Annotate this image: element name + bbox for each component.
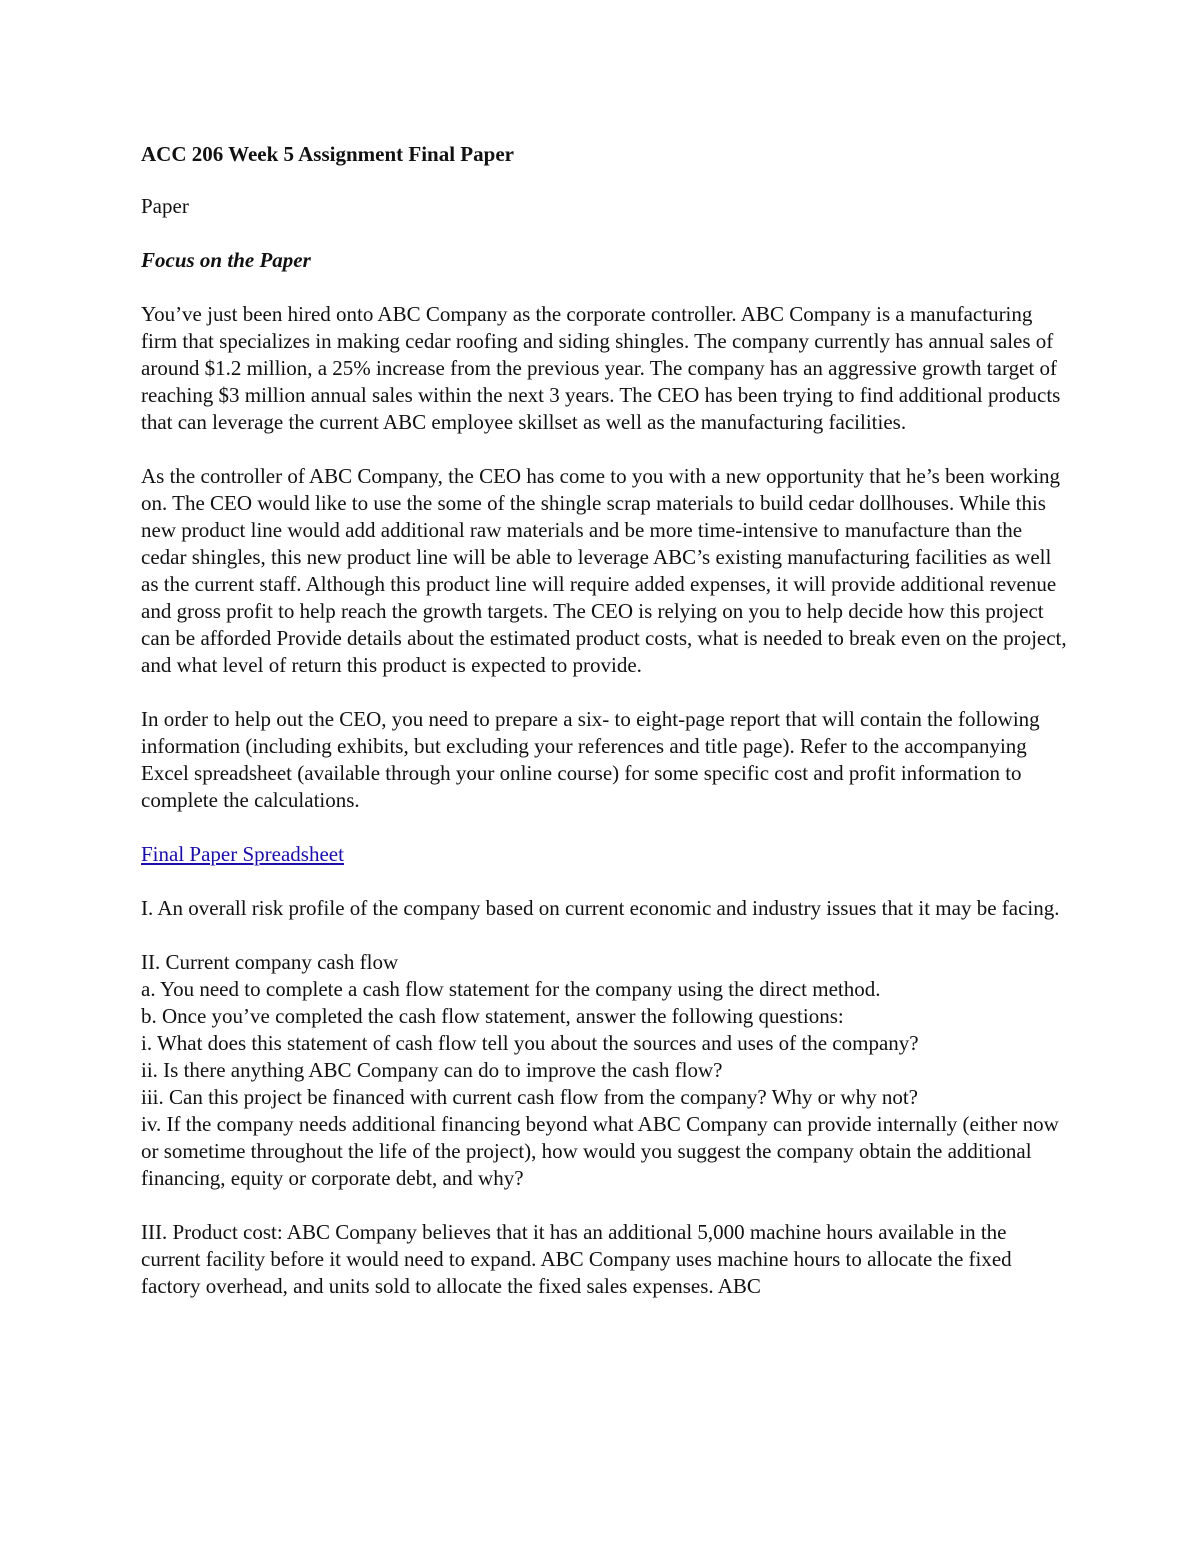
instructions-paragraph: In order to help out the CEO, you need to prepare a six- to eight-page report that will contain the following information (including exhibits, but excluding your references and title page). Refer to the accompanying Excel spreadsheet (available through your online course) for some specific cost and profit information to complete the calculations.	[141, 707, 1040, 812]
section-2-question-i: i. What does this statement of cash flow tell you about the sources and uses of the company?	[141, 1031, 919, 1055]
final-paper-spreadsheet-link[interactable]: Final Paper Spreadsheet	[141, 842, 344, 866]
document-label: Paper	[141, 194, 189, 218]
section-2-heading: II. Current company cash flow	[141, 950, 399, 974]
focus-heading: Focus on the Paper	[141, 248, 311, 272]
section-2-item-a: a. You need to complete a cash flow statement for the company using the direct method.	[141, 977, 881, 1001]
section-3-product-cost: III. Product cost: ABC Company believes that it has an additional 5,000 machine hours available in the current facility before it would need to expand. ABC Company uses machine hours to allocate the fixed factory overhead, and units sold to allocate the fixed sales expenses. ABC	[141, 1220, 1012, 1298]
document-title: ACC 206 Week 5 Assignment Final Paper	[141, 142, 514, 166]
section-2-question-iv: iv. If the company needs additional financing beyond what ABC Company can provide internally (either now or sometime throughout the life of the project), how would you suggest the company obtain the additional financing, equity or corporate debt, and why?	[141, 1112, 1059, 1190]
section-2-question-ii: ii. Is there anything ABC Company can do to improve the cash flow?	[141, 1058, 723, 1082]
opportunity-paragraph: As the controller of ABC Company, the CEO has come to you with a new opportunity that he’s been working on. The CEO would like to use the some of the shingle scrap materials to build cedar dollhouses. While this new product line would add additional raw materials and be more time-intensive to manufacture than the cedar shingles, this new product line will be able to leverage ABC’s existing manufacturing facilities as well as the current staff. Although this product line will require added expenses, it will provide additional revenue and gross profit to help reach the growth targets. The CEO is relying on you to help decide how this project can be afforded Provide details about the estimated product costs, what is needed to break even on the project, and what level of return this product is expected to provide.	[141, 464, 1067, 677]
section-1-risk-profile: I. An overall risk profile of the company based on current economic and industry issues that it may be facing.	[141, 896, 1060, 920]
section-2-cash-flow	[141, 949, 1071, 1192]
section-2-item-b: b. Once you’ve completed the cash flow statement, answer the following questions:	[141, 1004, 844, 1028]
document-page	[141, 141, 1071, 1327]
section-2-question-iii: iii. Can this project be financed with current cash flow from the company? Why or why not?	[141, 1085, 918, 1109]
intro-paragraph: You’ve just been hired onto ABC Company as the corporate controller. ABC Company is a manufacturing firm that specializes in making cedar roofing and siding shingles. The company currently has annual sales of around $1.2 million, a 25% increase from the previous year. The company has an aggressive growth target of reaching $3 million annual sales within the next 3 years. The CEO has been trying to find additional products that can leverage the current ABC employee skillset as well as the manufacturing facilities.	[141, 302, 1061, 434]
